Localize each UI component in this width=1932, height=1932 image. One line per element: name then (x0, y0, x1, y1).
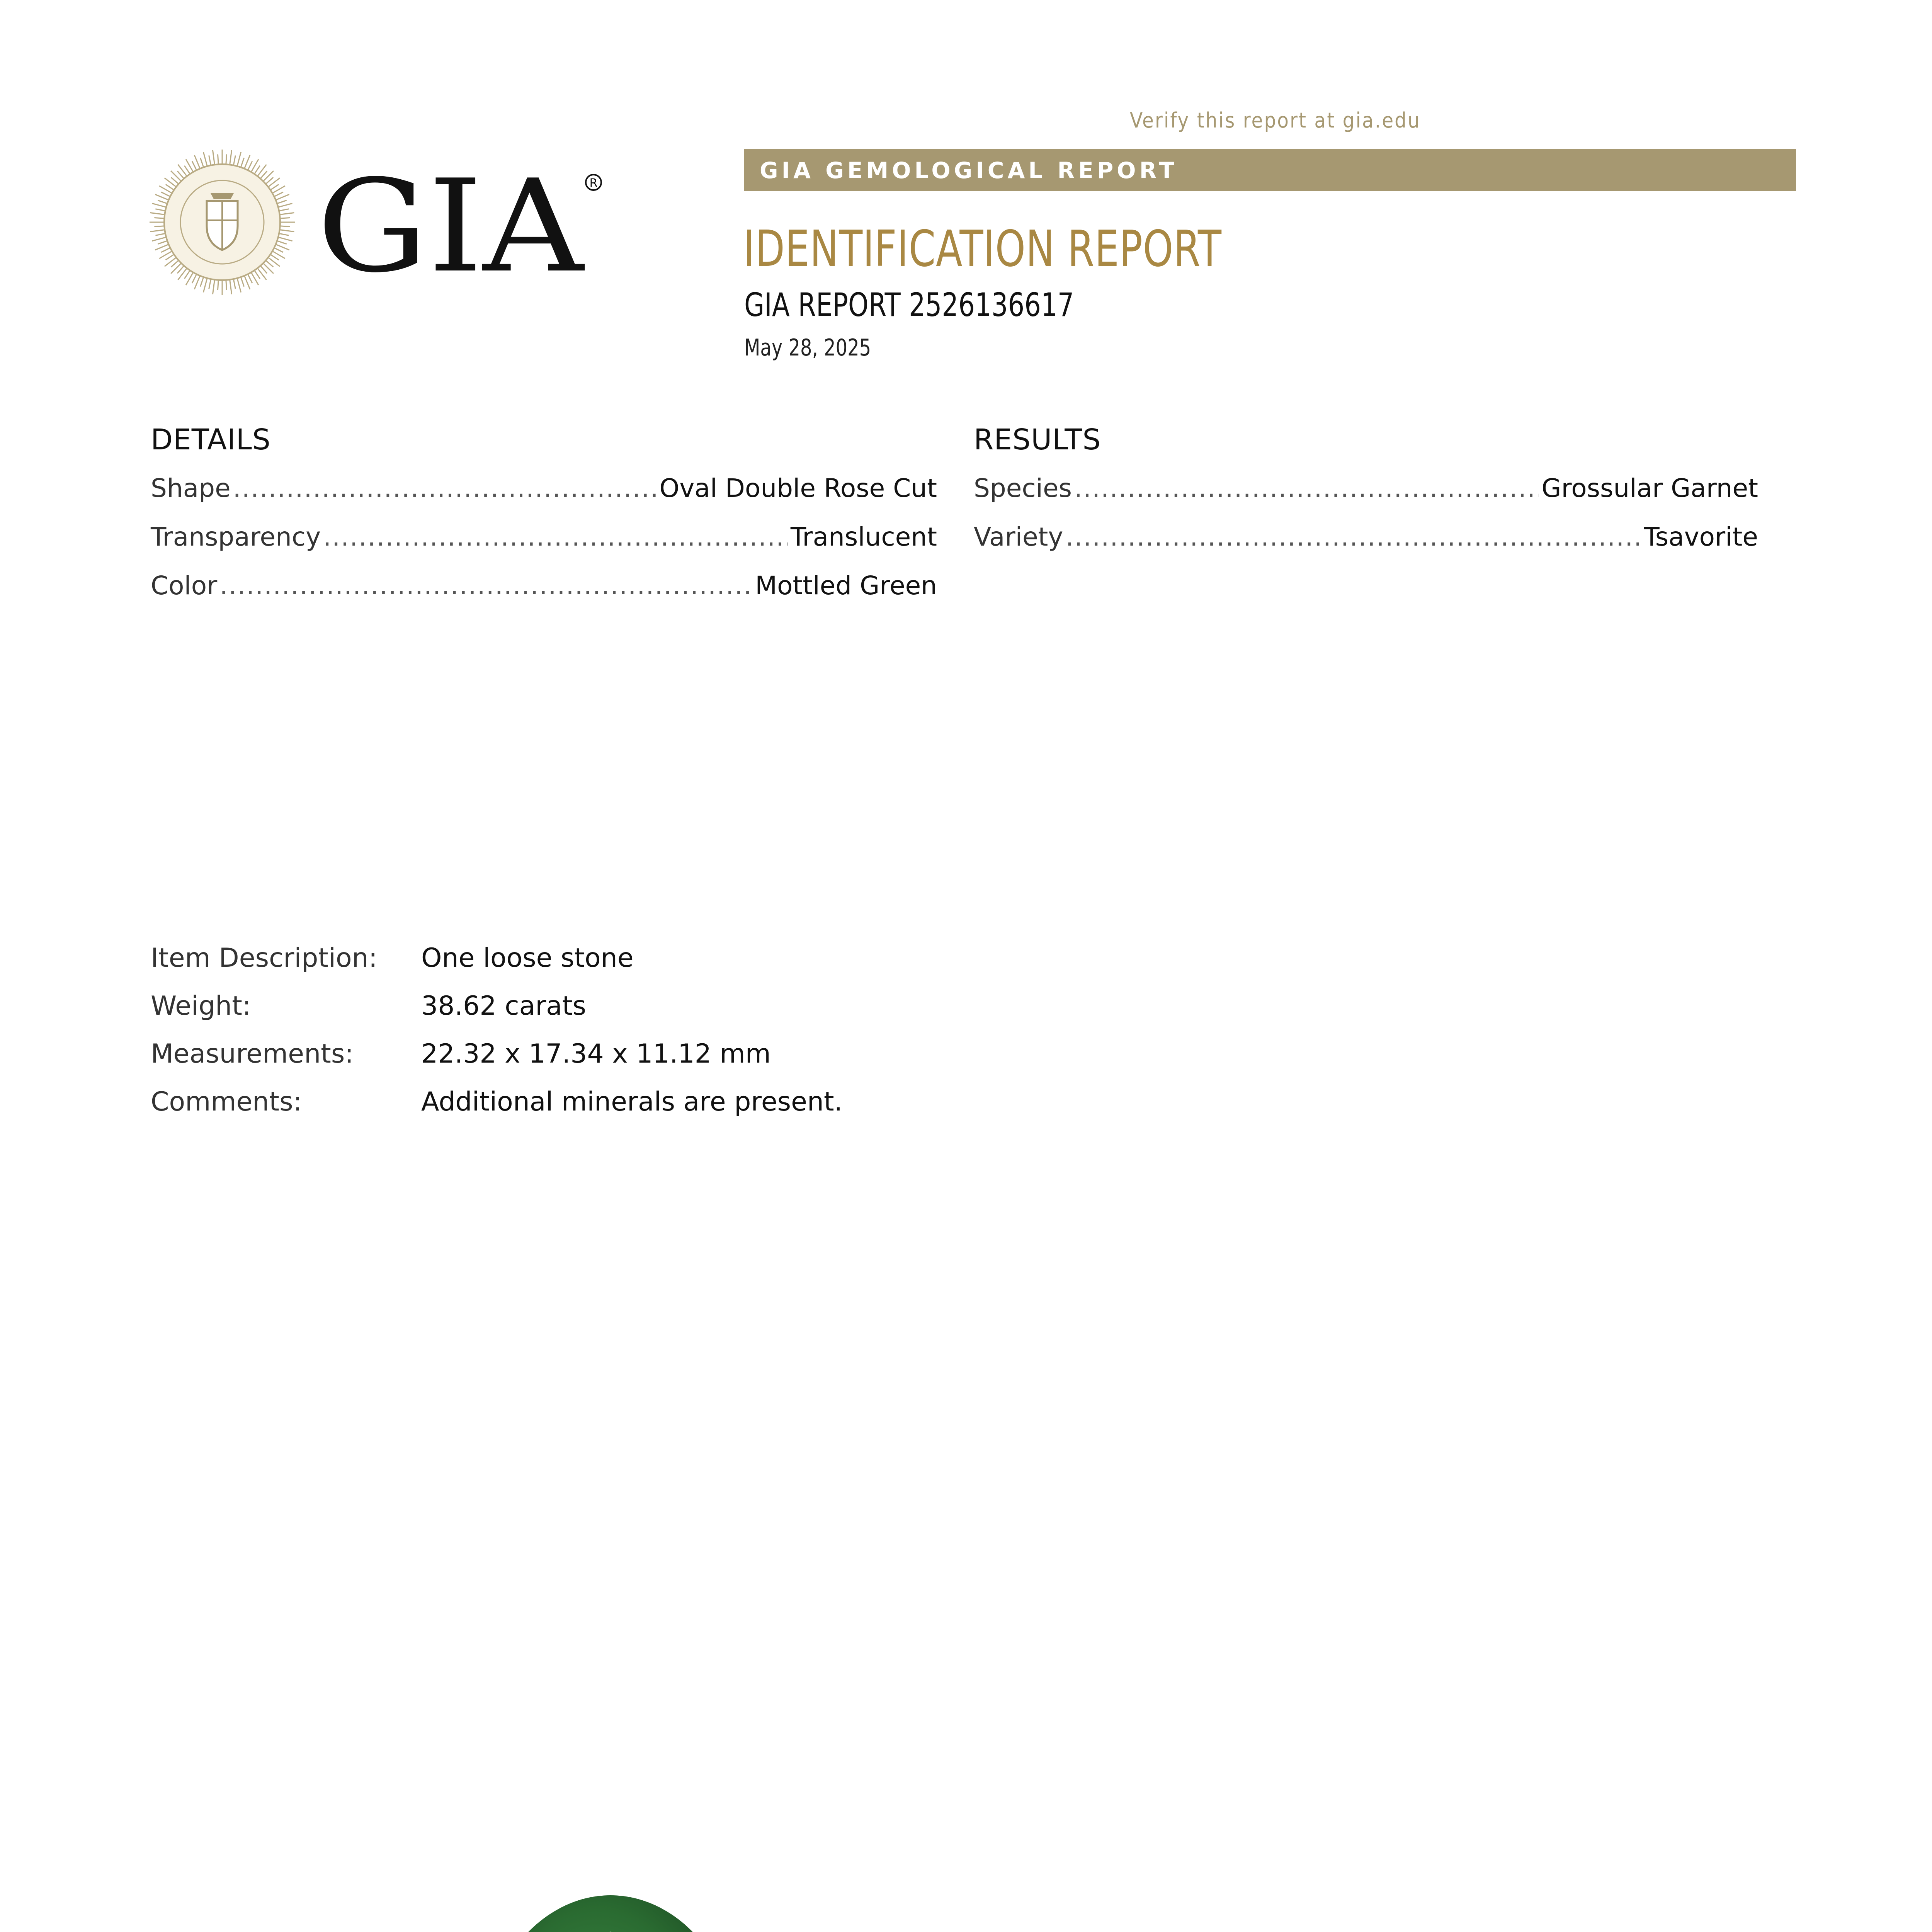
item-value: 38.62 carats (421, 991, 587, 1021)
results-heading: RESULTS (974, 423, 1101, 456)
details-row-color (151, 571, 937, 619)
results-list (974, 473, 1758, 571)
leader-dots (219, 571, 753, 600)
details-value: Translucent (790, 522, 937, 552)
item-value: 22.32 x 17.34 x 11.12 mm (421, 1039, 771, 1069)
details-label: Shape (151, 473, 231, 503)
svg-text:R: R (589, 177, 598, 190)
results-value: Grossular Garnet (1541, 473, 1758, 503)
item-label: Measurements: (151, 1039, 354, 1069)
gia-wordmark-logo (317, 158, 603, 286)
leader-dots (1065, 522, 1641, 552)
item-label: Comments: (151, 1087, 302, 1117)
details-label: Transparency (151, 522, 321, 552)
results-value: Tsavorite (1644, 522, 1758, 552)
report-number: GIA REPORT 2526136617 (744, 286, 1074, 324)
results-label: Variety (974, 522, 1063, 552)
item-label: Item Description: (151, 943, 378, 973)
report-title: IDENTIFICATION REPORT (743, 220, 1222, 278)
item-row-weight (151, 991, 1078, 1039)
leader-dots (1074, 473, 1539, 503)
results-label: Species (974, 473, 1072, 503)
item-row-description (151, 943, 1078, 991)
results-row-variety (974, 522, 1758, 571)
details-value: Oval Double Rose Cut (659, 473, 937, 503)
gia-seal-logo (149, 149, 296, 296)
item-info (151, 943, 1078, 1134)
band-label: GIA GEMOLOGICAL REPORT (760, 157, 1178, 184)
item-row-measurements (151, 1039, 1078, 1087)
details-list (151, 473, 937, 619)
details-value: Mottled Green (755, 571, 937, 600)
leader-dots (323, 522, 788, 552)
details-label: Color (151, 571, 218, 600)
report-type-band (744, 149, 1796, 191)
verify-link-text: Verify this report at gia.edu (1130, 108, 1421, 133)
details-heading: DETAILS (151, 423, 271, 456)
details-row-shape (151, 473, 937, 522)
leader-dots (233, 473, 657, 503)
results-row-species (974, 473, 1758, 522)
item-row-comments (151, 1087, 1078, 1134)
item-label: Weight: (151, 991, 251, 1021)
details-row-transparency (151, 522, 937, 571)
gia-wordmark-text: GIA (317, 158, 585, 286)
item-value: One loose stone (421, 943, 634, 973)
report-date: May 28, 2025 (744, 334, 871, 361)
gemstone-image (471, 1889, 750, 1932)
item-value: Additional minerals are present. (421, 1087, 843, 1117)
